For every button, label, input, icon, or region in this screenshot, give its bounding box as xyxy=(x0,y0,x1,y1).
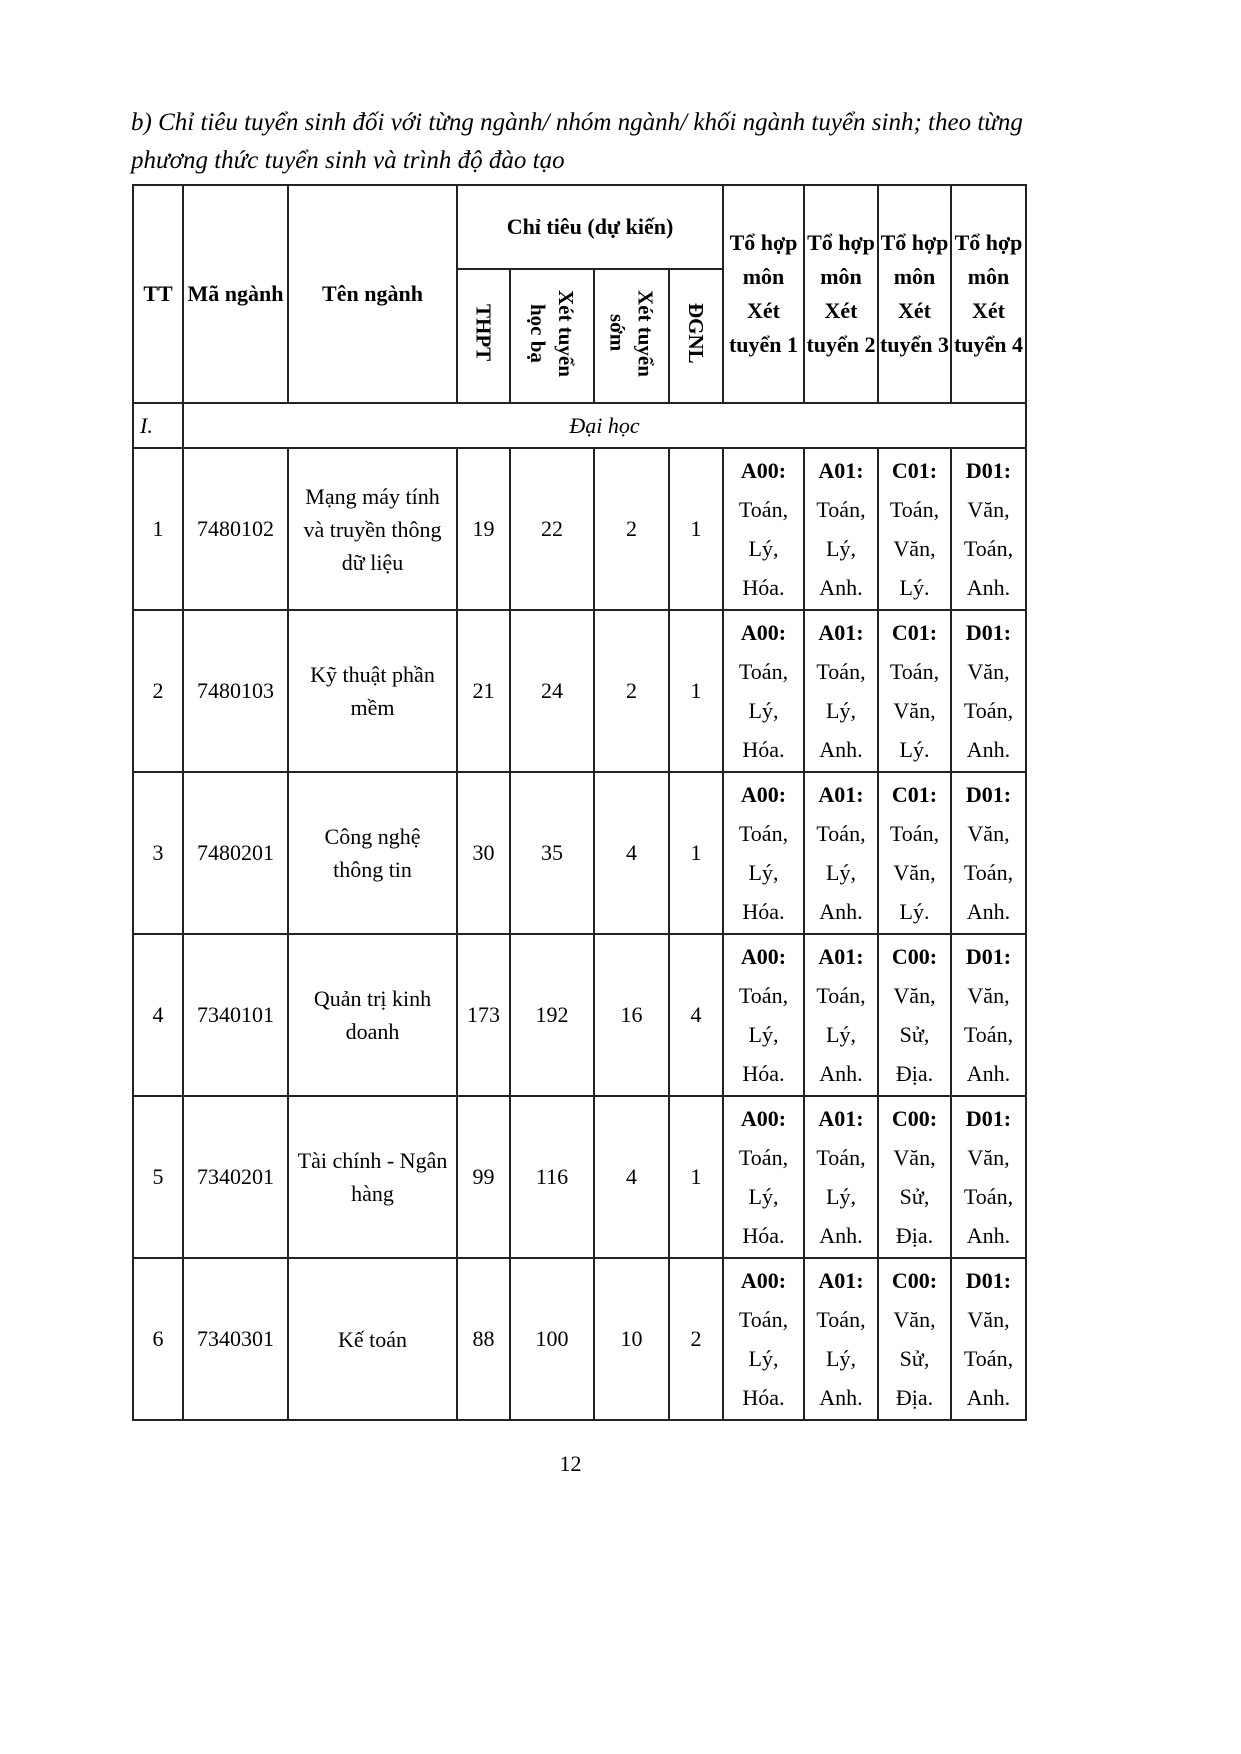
combo-subject: Lý. xyxy=(899,575,930,600)
combo-subject: Văn, xyxy=(967,1145,1010,1170)
combo-code: A00: xyxy=(740,620,787,645)
combo-code: C00: xyxy=(891,1268,938,1293)
section-title: Đại học xyxy=(183,403,1026,448)
combo-subject: Anh. xyxy=(819,575,863,600)
combo-subject: Lý. xyxy=(899,737,930,762)
combo-subject: Anh. xyxy=(966,1223,1011,1248)
combo-subject: Lý, xyxy=(826,1346,856,1371)
row-quota: 2 xyxy=(594,610,669,772)
admission-quota-table xyxy=(132,184,1027,1421)
combo-subject: Toán, xyxy=(963,860,1014,885)
header-quota-transcript: Xét tuyển học bạ xyxy=(510,269,594,403)
row-quota: 88 xyxy=(457,1258,510,1420)
combo-subject: Toán, xyxy=(889,821,940,846)
row-quota: 1 xyxy=(669,1096,723,1258)
row-code: 7340301 xyxy=(183,1258,288,1420)
header-combo-1: Tổ hợp môn Xét tuyển 1 xyxy=(723,185,804,403)
combo-code: C00: xyxy=(891,944,938,969)
row-name: Kế toán xyxy=(288,1258,457,1420)
row-combo xyxy=(723,1096,804,1258)
table-row xyxy=(133,610,1026,772)
combo-subject: Lý, xyxy=(826,1022,856,1047)
combo-code: A01: xyxy=(818,944,864,969)
row-combo xyxy=(951,772,1026,934)
row-combo xyxy=(723,610,804,772)
combo-subject: Lý, xyxy=(748,1346,779,1371)
header-tt: TT xyxy=(133,185,183,403)
combo-subject: Lý, xyxy=(748,1022,779,1047)
row-code: 7340101 xyxy=(183,934,288,1096)
header-quota-early: Xét tuyển sớm xyxy=(594,269,669,403)
combo-subject: Toán, xyxy=(963,1184,1014,1209)
row-combo xyxy=(723,448,804,610)
row-quota: 4 xyxy=(594,772,669,934)
table-row xyxy=(133,1258,1026,1420)
combo-subject: Toán, xyxy=(738,821,789,846)
combo-code: A00: xyxy=(740,1106,787,1131)
section-intro: b) Chỉ tiêu tuyển sinh đối với từng ngành/ nhóm ngành/ khối ngành tuyển sinh; theo từng phương thức tuyển sinh và trình độ đào tạo xyxy=(131,109,1023,174)
row-combo xyxy=(878,448,951,610)
combo-code: D01: xyxy=(965,944,1012,969)
combo-code: A00: xyxy=(740,1268,787,1293)
row-name: Mạng máy tính và truyền thông dữ liệu xyxy=(288,448,457,610)
combo-code: A01: xyxy=(818,620,864,645)
combo-subject: Hóa. xyxy=(742,1223,785,1248)
section-row xyxy=(133,403,1026,448)
combo-subject: Toán, xyxy=(738,1145,789,1170)
header-quota-dgnl: ĐGNL xyxy=(669,269,723,403)
row-combo xyxy=(804,772,878,934)
table-row xyxy=(133,1096,1026,1258)
combo-code: C01: xyxy=(891,782,938,807)
combo-subject: Toán, xyxy=(889,659,940,684)
row-tt: 6 xyxy=(133,1258,183,1420)
row-quota: 116 xyxy=(510,1096,594,1258)
combo-subject: Sử, xyxy=(899,1346,930,1371)
combo-code: A01: xyxy=(818,1106,864,1131)
header-combo-4: Tổ hợp môn Xét tuyển 4 xyxy=(951,185,1026,403)
combo-subject: Toán, xyxy=(816,1145,866,1170)
row-quota: 2 xyxy=(669,1258,723,1420)
row-quota: 16 xyxy=(594,934,669,1096)
row-combo xyxy=(878,772,951,934)
combo-subject: Anh. xyxy=(819,737,863,762)
row-code: 7480201 xyxy=(183,772,288,934)
row-combo xyxy=(878,1096,951,1258)
table-row xyxy=(133,772,1026,934)
row-quota: 173 xyxy=(457,934,510,1096)
combo-subject: Anh. xyxy=(966,575,1011,600)
combo-code: D01: xyxy=(965,620,1012,645)
row-combo xyxy=(804,448,878,610)
table-row xyxy=(133,448,1026,610)
combo-code: A00: xyxy=(740,782,787,807)
row-tt: 5 xyxy=(133,1096,183,1258)
row-combo xyxy=(723,1258,804,1420)
row-tt: 2 xyxy=(133,610,183,772)
combo-subject: Anh. xyxy=(966,1385,1011,1410)
row-combo xyxy=(804,610,878,772)
row-code: 7480102 xyxy=(183,448,288,610)
combo-subject: Lý, xyxy=(748,1184,779,1209)
page-number: 12 xyxy=(559,1451,582,1476)
combo-subject: Văn, xyxy=(893,860,936,885)
combo-code: D01: xyxy=(965,458,1012,483)
header-quota-group: Chỉ tiêu (dự kiến) xyxy=(457,185,723,269)
row-tt: 1 xyxy=(133,448,183,610)
combo-subject: Anh. xyxy=(966,737,1011,762)
row-name: Công nghệ thông tin xyxy=(288,772,457,934)
combo-subject: Văn, xyxy=(893,536,936,561)
combo-subject: Hóa. xyxy=(742,899,785,924)
row-combo xyxy=(878,934,951,1096)
combo-code: A01: xyxy=(818,1268,864,1293)
combo-subject: Anh. xyxy=(966,899,1011,924)
row-combo xyxy=(723,772,804,934)
combo-subject: Anh. xyxy=(819,1385,863,1410)
header-combo-2: Tổ hợp môn Xét tuyển 2 xyxy=(804,185,878,403)
combo-subject: Lý, xyxy=(826,860,856,885)
combo-subject: Toán, xyxy=(816,983,866,1008)
header-quota-thpt: THPT xyxy=(457,269,510,403)
row-combo xyxy=(951,448,1026,610)
combo-subject: Lý, xyxy=(826,536,856,561)
row-combo xyxy=(804,934,878,1096)
row-quota: 10 xyxy=(594,1258,669,1420)
row-quota: 30 xyxy=(457,772,510,934)
row-code: 7340201 xyxy=(183,1096,288,1258)
combo-subject: Văn, xyxy=(967,497,1010,522)
row-quota: 4 xyxy=(669,934,723,1096)
combo-subject: Văn, xyxy=(893,983,936,1008)
combo-subject: Lý. xyxy=(899,899,930,924)
section-number: I. xyxy=(133,403,183,448)
header-code: Mã ngành xyxy=(183,185,288,403)
row-combo xyxy=(878,1258,951,1420)
combo-subject: Hóa. xyxy=(742,575,785,600)
combo-subject: Địa. xyxy=(895,1061,934,1086)
combo-subject: Hóa. xyxy=(742,1061,785,1086)
combo-code: C01: xyxy=(891,620,938,645)
combo-subject: Lý, xyxy=(748,536,779,561)
combo-subject: Văn, xyxy=(893,1307,936,1332)
combo-subject: Anh. xyxy=(966,1061,1011,1086)
combo-subject: Toán, xyxy=(816,497,866,522)
row-quota: 192 xyxy=(510,934,594,1096)
row-combo xyxy=(723,934,804,1096)
combo-subject: Văn, xyxy=(967,1307,1010,1332)
combo-subject: Văn, xyxy=(967,821,1010,846)
combo-subject: Văn, xyxy=(893,698,936,723)
combo-subject: Toán, xyxy=(738,659,789,684)
row-quota: 21 xyxy=(457,610,510,772)
combo-subject: Lý, xyxy=(826,1184,856,1209)
combo-subject: Anh. xyxy=(819,1061,863,1086)
combo-code: D01: xyxy=(965,1106,1012,1131)
row-quota: 35 xyxy=(510,772,594,934)
combo-subject: Toán, xyxy=(816,821,866,846)
row-quota: 1 xyxy=(669,772,723,934)
combo-code: D01: xyxy=(965,1268,1012,1293)
row-quota: 22 xyxy=(510,448,594,610)
combo-subject: Toán, xyxy=(816,1307,866,1332)
table-row xyxy=(133,934,1026,1096)
combo-subject: Toán, xyxy=(738,983,789,1008)
combo-subject: Toán, xyxy=(816,659,866,684)
row-quota: 99 xyxy=(457,1096,510,1258)
row-quota: 24 xyxy=(510,610,594,772)
combo-code: A00: xyxy=(740,944,787,969)
row-combo xyxy=(804,1258,878,1420)
row-code: 7480103 xyxy=(183,610,288,772)
row-combo xyxy=(951,610,1026,772)
combo-subject: Anh. xyxy=(819,899,863,924)
combo-code: A01: xyxy=(818,458,864,483)
combo-subject: Toán, xyxy=(738,497,789,522)
combo-subject: Toán, xyxy=(963,698,1014,723)
combo-subject: Lý, xyxy=(826,698,856,723)
row-quota: 2 xyxy=(594,448,669,610)
combo-subject: Hóa. xyxy=(742,737,785,762)
row-quota: 4 xyxy=(594,1096,669,1258)
row-tt: 4 xyxy=(133,934,183,1096)
combo-subject: Toán, xyxy=(889,497,940,522)
header-name: Tên ngành xyxy=(288,185,457,403)
combo-subject: Sử, xyxy=(899,1184,930,1209)
combo-subject: Toán, xyxy=(963,536,1014,561)
combo-subject: Toán, xyxy=(738,1307,789,1332)
combo-code: C00: xyxy=(891,1106,938,1131)
combo-subject: Văn, xyxy=(893,1145,936,1170)
combo-subject: Hóa. xyxy=(742,1385,785,1410)
combo-subject: Địa. xyxy=(895,1223,934,1248)
row-tt: 3 xyxy=(133,772,183,934)
row-name: Kỹ thuật phần mềm xyxy=(288,610,457,772)
header-combo-3: Tổ hợp môn Xét tuyển 3 xyxy=(878,185,951,403)
row-combo xyxy=(804,1096,878,1258)
combo-subject: Văn, xyxy=(967,659,1010,684)
row-quota: 1 xyxy=(669,610,723,772)
combo-subject: Anh. xyxy=(819,1223,863,1248)
row-quota: 100 xyxy=(510,1258,594,1420)
row-quota: 1 xyxy=(669,448,723,610)
combo-subject: Toán, xyxy=(963,1346,1014,1371)
row-name: Tài chính - Ngân hàng xyxy=(288,1096,457,1258)
row-combo xyxy=(951,934,1026,1096)
combo-subject: Toán, xyxy=(963,1022,1014,1047)
row-combo xyxy=(951,1258,1026,1420)
combo-code: D01: xyxy=(965,782,1012,807)
row-combo xyxy=(878,610,951,772)
row-name: Quản trị kinh doanh xyxy=(288,934,457,1096)
row-quota: 19 xyxy=(457,448,510,610)
combo-code: A00: xyxy=(740,458,787,483)
combo-code: C01: xyxy=(891,458,938,483)
combo-code: A01: xyxy=(818,782,864,807)
combo-subject: Lý, xyxy=(748,860,779,885)
combo-subject: Văn, xyxy=(967,983,1010,1008)
row-combo xyxy=(951,1096,1026,1258)
combo-subject: Địa. xyxy=(895,1385,934,1410)
combo-subject: Sử, xyxy=(899,1022,930,1047)
combo-subject: Lý, xyxy=(748,698,779,723)
